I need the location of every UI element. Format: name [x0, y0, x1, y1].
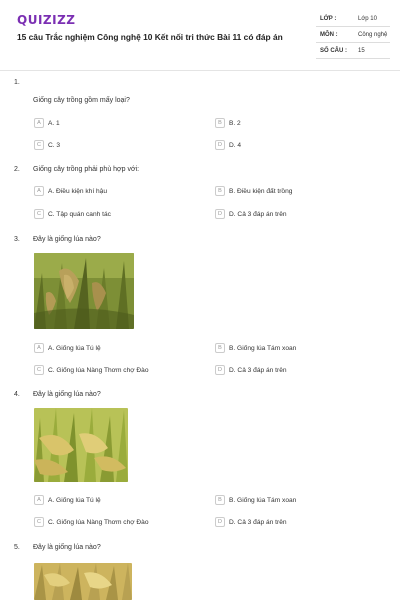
- meta-row-subject: [316, 27, 390, 43]
- meta-label: LỚP :: [320, 15, 337, 22]
- option-c[interactable]: [34, 364, 149, 376]
- option-text: B. Giống lúa Tám xoan: [229, 344, 297, 352]
- option-b[interactable]: [215, 185, 292, 197]
- question-number: 3.: [14, 236, 20, 243]
- question-text: Đây là giống lúa nào?: [33, 544, 101, 551]
- option-c[interactable]: [34, 139, 60, 151]
- meta-value: Công nghệ: [358, 31, 388, 38]
- option-text: D. Cả 3 đáp án trên: [229, 210, 287, 218]
- option-d[interactable]: [215, 516, 287, 528]
- meta-row-class: [316, 11, 390, 27]
- option-text: D. Cả 3 đáp án trên: [229, 366, 287, 374]
- option-letter-box: A: [34, 343, 44, 353]
- option-a[interactable]: [34, 117, 60, 129]
- question-number: 2.: [14, 166, 20, 173]
- option-letter-box: C: [34, 517, 44, 527]
- option-letter-box: D: [215, 140, 225, 150]
- option-letter-box: D: [215, 209, 225, 219]
- option-d[interactable]: [215, 364, 287, 376]
- question-text: Đây là giống lúa nào?: [33, 236, 101, 243]
- option-b[interactable]: [215, 342, 296, 354]
- option-b[interactable]: [215, 494, 296, 506]
- option-a[interactable]: [34, 494, 101, 506]
- quizizz-logo: QUIZIZZ: [17, 13, 76, 27]
- question-number: 4.: [14, 391, 20, 398]
- meta-row-count: [316, 43, 390, 59]
- option-letter-box: B: [215, 495, 225, 505]
- option-letter-box: C: [34, 209, 44, 219]
- question-text: Giống cây trồng gồm mấy loại?: [33, 97, 130, 104]
- option-letter-box: B: [215, 186, 225, 196]
- rice-field-photo: [34, 563, 132, 600]
- option-text: C. Giống lúa Nàng Thơm chợ Đào: [48, 518, 149, 526]
- option-letter-box: D: [215, 365, 225, 375]
- rice-field-photo: [34, 408, 128, 482]
- option-text: A. Giống lúa Tú lệ: [48, 496, 101, 504]
- option-text: A. Giống lúa Tú lệ: [48, 344, 101, 352]
- worksheet-header: [0, 0, 400, 70]
- option-letter-box: C: [34, 365, 44, 375]
- worksheet-meta: [316, 11, 390, 59]
- question-text: Đây là giống lúa nào?: [33, 391, 101, 398]
- option-letter-box: A: [34, 118, 44, 128]
- meta-value: Lớp 10: [358, 15, 377, 22]
- question-number: 5.: [14, 544, 20, 551]
- rice-field-photo: [34, 253, 134, 329]
- option-letter-box: D: [215, 517, 225, 527]
- option-b[interactable]: [215, 117, 241, 129]
- option-text: C. 3: [48, 141, 61, 149]
- option-letter-box: B: [215, 343, 225, 353]
- option-d[interactable]: [215, 208, 287, 220]
- option-text: A. 1: [48, 119, 60, 127]
- option-text: B. Giống lúa Tám xoan: [229, 496, 297, 504]
- question-number: 1.: [14, 79, 20, 86]
- meta-label: SỐ CÂU :: [320, 47, 347, 54]
- option-text: B. Điều kiện đất trồng: [229, 187, 293, 195]
- question-text: Giống cây trồng phải phù hợp với:: [33, 166, 140, 173]
- option-text: B. 2: [229, 119, 241, 127]
- option-text: D. Cả 3 đáp án trên: [229, 518, 287, 526]
- header-divider: [0, 70, 400, 71]
- option-a[interactable]: [34, 342, 101, 354]
- option-text: A. Điều kiện khí hậu: [48, 187, 108, 195]
- option-text: D. 4: [229, 141, 242, 149]
- meta-value: 15: [358, 47, 365, 54]
- option-letter-box: A: [34, 495, 44, 505]
- option-letter-box: A: [34, 186, 44, 196]
- option-d[interactable]: [215, 139, 241, 151]
- page-title: 15 câu Trắc nghiệm Công nghệ 10 Kết nối tri thức Bài 11 có đáp án: [17, 32, 283, 42]
- option-a[interactable]: [34, 185, 107, 197]
- option-letter-box: B: [215, 118, 225, 128]
- option-c[interactable]: [34, 516, 149, 528]
- option-c[interactable]: [34, 208, 111, 220]
- meta-label: MÔN :: [320, 31, 338, 38]
- option-text: C. Giống lúa Nàng Thơm chợ Đào: [48, 366, 149, 374]
- option-letter-box: C: [34, 140, 44, 150]
- option-text: C. Tập quán canh tác: [48, 210, 111, 218]
